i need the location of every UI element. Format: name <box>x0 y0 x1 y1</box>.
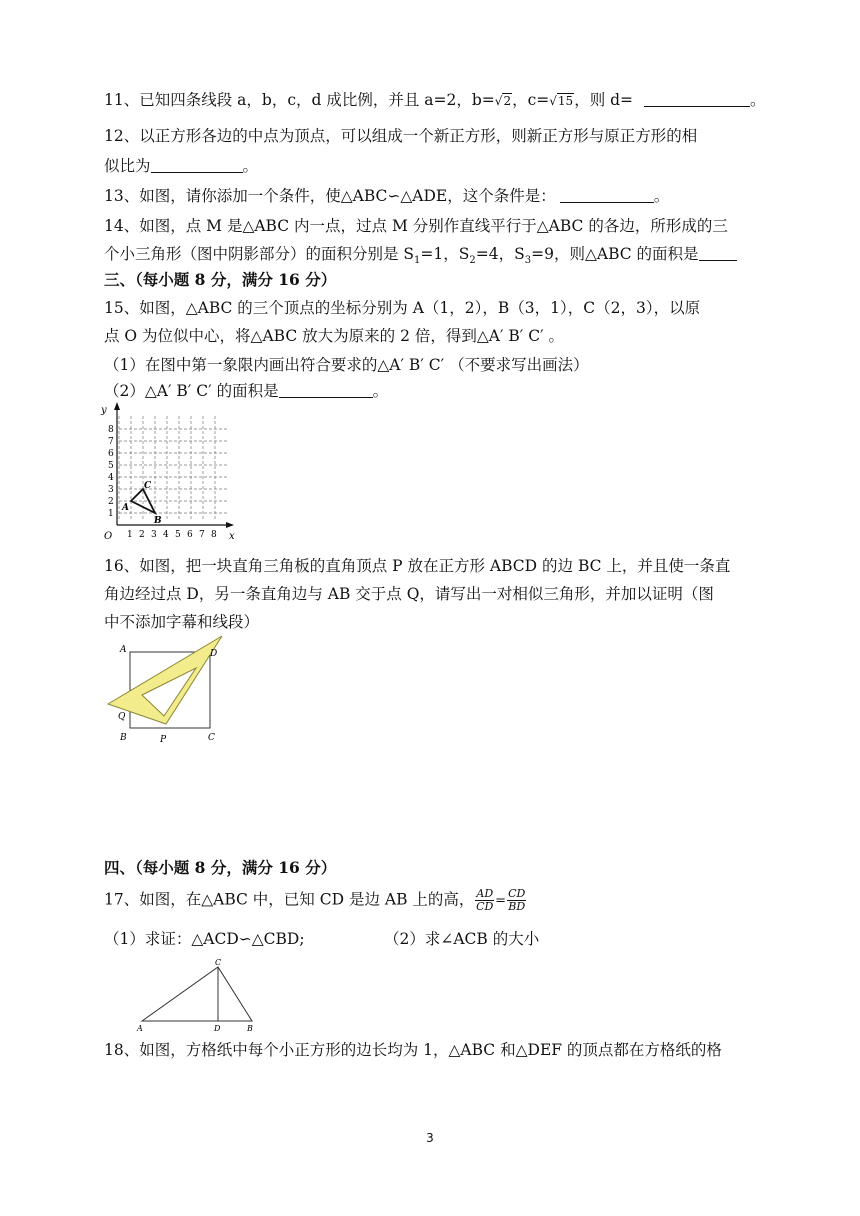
svg-text:7: 7 <box>108 437 114 447</box>
q12-line1: 12、以正方形各边的中点为顶点，可以组成一个新正方形，则新正方形与原正方形的相 <box>104 127 698 145</box>
point-a-label: A <box>122 503 129 513</box>
label-c-17: C <box>215 958 222 967</box>
page-number: 3 <box>426 1131 434 1145</box>
q16-line1: 16、如图，把一块直角三角板的直角顶点 P 放在正方形 ABCD 的边 BC 上，并且使一条直 <box>104 557 731 575</box>
label-b-17: B <box>247 1024 253 1033</box>
q17-part2: （2）求∠ACB 的大小 <box>384 930 540 948</box>
triangle-abc-17 <box>142 967 252 1021</box>
x-axis-label: x <box>229 531 235 540</box>
svg-text:1: 1 <box>108 509 114 519</box>
q18-line1: 18、如图，方格纸中每个小正方形的边长均为 1，△ABC 和△DEF 的顶点都在方格纸的格 <box>104 1041 722 1059</box>
coordinate-grid-figure <box>98 398 238 540</box>
sqrt-c: √15 <box>549 94 574 108</box>
q11-line: 11、已知四条线段 a，b，c，d 成比例，并且 a=2，b=√2，c=√15，则 d= 。 <box>104 91 766 109</box>
q15-line1: 15、如图，△ABC 的三个顶点的坐标分别为 A（1，2），B（3，1），C（2，3），以原 <box>104 299 701 317</box>
svg-text:4: 4 <box>163 530 169 540</box>
svg-text:5: 5 <box>108 461 114 471</box>
y-axis-label: y <box>101 405 107 416</box>
x-tick-labels <box>127 530 217 540</box>
q12-answer-blank[interactable] <box>151 156 243 173</box>
fraction-ad-cd: $\frac{AD}{CD}$ <box>476 887 494 913</box>
q13-line: 13、如图，请你添加一个条件，使△ABC∽△ADE，这个条件是： 。 <box>104 187 670 205</box>
q12-line2: 似比为 。 <box>104 157 259 175</box>
svg-text:2: 2 <box>139 530 145 540</box>
point-c-label: C <box>144 481 152 491</box>
q15-line3: （1）在图中第一象限内画出符合要求的△A′ B′ C′ （不要求写出画法） <box>104 356 589 374</box>
origin-label: O <box>104 531 113 540</box>
q13-answer-blank[interactable] <box>560 186 654 203</box>
svg-text:8: 8 <box>108 425 114 435</box>
q16-line3: 中不添加字幕和线段） <box>104 613 260 631</box>
sqrt-b: √2 <box>494 94 512 108</box>
svg-text:5: 5 <box>175 530 181 540</box>
q11-answer-blank[interactable] <box>644 90 750 107</box>
q14-line1: 14、如图，点 M 是△ABC 内一点，过点 M 分别作直线平行于△ABC 的各边，所形成的三 <box>104 217 728 235</box>
point-b-label: B <box>154 516 162 526</box>
label-d: D <box>210 649 218 659</box>
q15-line2: 点 O 为位似中心，将△ABC 放大为原来的 2 倍，得到△A′ B′ C′ 。 <box>104 327 565 345</box>
label-q: Q <box>118 712 126 722</box>
svg-text:2: 2 <box>108 497 114 507</box>
svg-text:1: 1 <box>127 530 133 540</box>
label-p: P <box>160 735 167 744</box>
label-a: A <box>120 645 127 655</box>
q15-line4: （2）△A′ B′ C′ 的面积是 。 <box>104 382 389 400</box>
label-b: B <box>120 733 127 743</box>
right-triangle-figure <box>130 955 270 1035</box>
label-a-17: A <box>137 1024 143 1033</box>
label-d-17: D <box>214 1024 221 1033</box>
label-c: C <box>208 733 215 743</box>
svg-text:4: 4 <box>108 473 114 483</box>
svg-text:7: 7 <box>199 530 205 540</box>
svg-text:8: 8 <box>211 530 217 540</box>
section-4-title: 四、（每小题 8 分，满分 16 分） <box>104 858 337 877</box>
section-3-title: 三、（每小题 8 分，满分 16 分） <box>104 270 337 289</box>
q14-line2: 个小三角形（图中阴影部分）的面积分别是 $S_1=1$，$S_2=4$，$S_3=9$，则△ABC 的面积是 <box>104 244 737 271</box>
svg-text:3: 3 <box>108 485 114 495</box>
svg-text:6: 6 <box>187 530 193 540</box>
q11-text: 11、已知四条线段 a，b，c，d 成比例，并且 a=2，b= <box>104 91 495 109</box>
q16-line2: 角边经过点 D，另一条直角边与 AB 交于点 Q，请写出一对相似三角形，并加以证明（图 <box>104 585 714 603</box>
svg-text:6: 6 <box>108 449 114 459</box>
q15-answer-blank[interactable] <box>279 381 373 398</box>
y-tick-labels <box>108 425 114 519</box>
q17-part1: （1）求证：△ACD∽△CBD; <box>104 930 305 948</box>
fraction-cd-bd: $\frac{CD}{BD}$ <box>508 887 526 913</box>
q14-answer-blank[interactable] <box>699 244 737 261</box>
svg-text:3: 3 <box>151 530 157 540</box>
square-triangle-figure <box>100 632 230 744</box>
q17-line1: 17、如图，在△ABC 中，已知 CD 是边 AB 上的高， $\frac{AD}{CD}$ = $\frac{CD}{BD}$ <box>104 887 526 913</box>
